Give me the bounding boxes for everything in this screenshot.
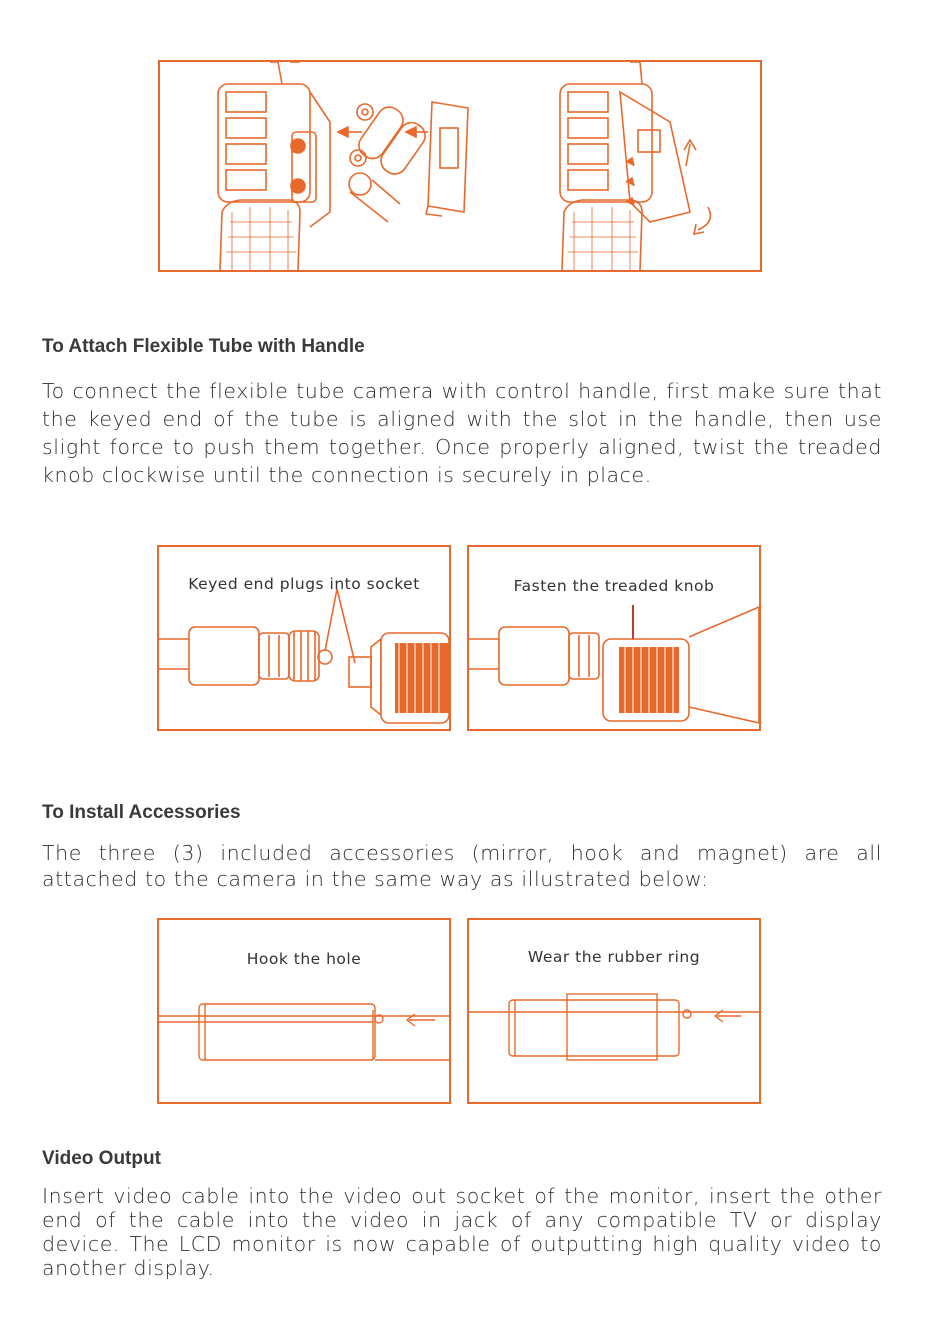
keyed-end-drawing — [159, 547, 449, 729]
battery-install-illustration — [158, 60, 762, 272]
hook-drawing — [159, 920, 449, 1102]
hook-panel — [157, 918, 451, 1104]
attach-tube-body: To connect the flexible tube camera with control handle, first make sure that the keyed end of the tube is aligned with the slot in the handle, then use slight force to push them together. Once properly aligned, twist the treaded knob clockwise until the connection is securely in place. — [42, 379, 882, 487]
keyed-end-caption: Keyed end plugs into socket — [188, 575, 420, 593]
accessories-heading: To Install Accessories — [42, 802, 241, 823]
rubber-ring-drawing — [469, 920, 759, 1102]
rubber-ring-panel — [467, 918, 761, 1104]
accessories-body: The three (3) included accessories (mirror, hook and magnet) are all attached to the camera in the same way as illustrated below: — [42, 841, 882, 891]
attach-tube-heading: To Attach Flexible Tube with Handle — [42, 336, 365, 357]
video-output-heading: Video Output — [42, 1148, 161, 1169]
keyed-end-panel — [157, 545, 451, 731]
fasten-knob-caption: Fasten the treaded knob — [513, 577, 715, 595]
rubber-ring-caption: Wear the rubber ring — [527, 948, 701, 966]
fasten-knob-drawing — [469, 547, 759, 729]
video-output-body: Insert video cable into the video out socket of the monitor, insert the other end of the cable into the video in jack of any compatible TV or display device. The LCD monitor is now capable of outputting high quality video to another display. — [42, 1184, 882, 1280]
hook-caption: Hook the hole — [246, 950, 362, 968]
fasten-knob-panel — [467, 545, 761, 731]
battery-install-drawing — [160, 62, 760, 270]
